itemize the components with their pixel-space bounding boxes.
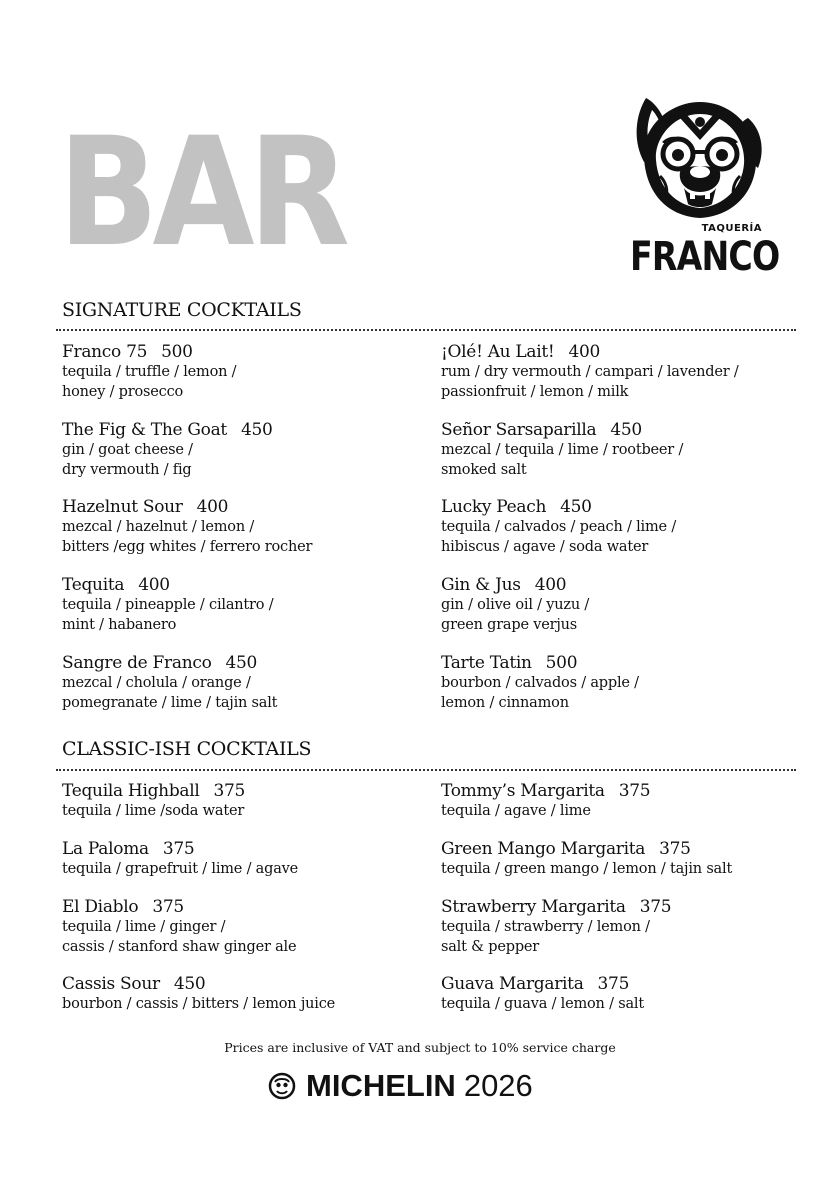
item-ingredients: gin / goat cheese / xyxy=(62,442,193,458)
item-ingredients: bourbon / calvados / apple / xyxy=(441,675,639,691)
item-price: 400 xyxy=(138,575,170,595)
section-divider xyxy=(56,769,796,771)
item-ingredients: smoked salt xyxy=(441,462,527,478)
item-price: 450 xyxy=(240,420,273,440)
menu-item xyxy=(62,342,422,402)
item-ingredients: rum / dry vermouth / campari / lavender / xyxy=(441,364,739,380)
item-price: 375 xyxy=(639,897,672,917)
menu-item xyxy=(62,897,422,957)
item-name: Tarte Tatin xyxy=(441,653,532,673)
item-price: 375 xyxy=(597,974,630,994)
item-ingredients: dry vermouth / fig xyxy=(62,462,192,478)
menu-item xyxy=(441,974,801,1014)
menu-item xyxy=(62,575,422,635)
michelin-wordmark: MICHELIN xyxy=(306,1068,456,1103)
logo-subtitle: TAQUERÍA xyxy=(701,223,762,234)
item-price: 375 xyxy=(152,897,184,917)
item-name: La Paloma xyxy=(62,839,149,859)
item-ingredients: tequila / green mango / lemon / tajin salt xyxy=(441,861,733,877)
item-ingredients: mint / habanero xyxy=(62,617,177,633)
item-name: Tommy’s Margarita xyxy=(441,781,605,801)
item-price: 450 xyxy=(560,497,592,517)
item-ingredients: gin / olive oil / yuzu / xyxy=(441,597,590,613)
logo-wordmark: FRANCO xyxy=(630,234,780,280)
menu-item xyxy=(441,653,801,713)
item-ingredients: passionfruit / lemon / milk xyxy=(441,384,629,400)
menu-item xyxy=(441,342,801,402)
menu-item xyxy=(62,653,422,713)
item-ingredients: tequila / lime / ginger / xyxy=(62,919,226,935)
item-ingredients: lemon / cinnamon xyxy=(441,695,569,711)
item-ingredients: tequila / grapefruit / lime / agave xyxy=(62,861,299,877)
item-ingredients: tequila / guava / lemon / salt xyxy=(441,996,644,1012)
item-ingredients: tequila / strawberry / lemon / xyxy=(441,919,650,935)
item-name: El Diablo xyxy=(62,897,139,917)
item-ingredients: mezcal / tequila / lime / rootbeer / xyxy=(441,442,684,458)
michelin-year: 2026 xyxy=(463,1068,533,1103)
item-price: 500 xyxy=(545,653,578,673)
michelin-bibendum-icon xyxy=(268,1072,296,1100)
item-name: Lucky Peach xyxy=(441,497,547,517)
menu-item xyxy=(441,839,801,879)
item-ingredients: bitters /egg whites / ferrero rocher xyxy=(62,539,313,555)
item-name: Tequita xyxy=(62,575,125,595)
item-ingredients: tequila / pineapple / cilantro / xyxy=(62,597,274,613)
item-price: 375 xyxy=(659,839,691,859)
item-price: 375 xyxy=(162,839,195,859)
item-name: Guava Margarita xyxy=(441,974,584,994)
item-name: Strawberry Margarita xyxy=(441,897,626,917)
bulldog-icon xyxy=(622,92,772,227)
menu-item xyxy=(441,420,801,480)
michelin-badge xyxy=(268,1066,533,1106)
item-ingredients: pomegranate / lime / tajin salt xyxy=(62,695,278,711)
item-ingredients: green grape verjus xyxy=(441,617,578,633)
item-price: 375 xyxy=(618,781,651,801)
item-price: 375 xyxy=(213,781,246,801)
section-title-signature: SIGNATURE COCKTAILS xyxy=(62,299,302,321)
item-price: 450 xyxy=(173,974,206,994)
menu-item xyxy=(62,420,422,480)
item-name: Green Mango Margarita xyxy=(441,839,646,859)
menu-item xyxy=(441,781,801,821)
item-ingredients: salt & pepper xyxy=(441,939,540,955)
section-title-classic: CLASSIC-ISH COCKTAILS xyxy=(62,738,312,760)
item-name: Gin & Jus xyxy=(441,575,521,595)
item-name: Tequila Highball xyxy=(62,781,200,801)
item-name: Sangre de Franco xyxy=(62,653,212,673)
item-price: 400 xyxy=(534,575,567,595)
item-ingredients: mezcal / cholula / orange / xyxy=(62,675,251,691)
section-divider xyxy=(56,329,796,331)
item-price: 400 xyxy=(568,342,601,362)
item-ingredients: hibiscus / agave / soda water xyxy=(441,539,649,555)
item-name: Cassis Sour xyxy=(62,974,160,994)
menu-item xyxy=(62,974,422,1014)
franco-logo xyxy=(622,92,780,282)
item-ingredients: tequila / agave / lime xyxy=(441,803,591,819)
menu-item xyxy=(62,781,422,821)
item-name: Franco 75 xyxy=(62,342,148,362)
item-ingredients: honey / prosecco xyxy=(62,384,184,400)
item-name: The Fig & The Goat xyxy=(62,420,227,440)
item-price: 450 xyxy=(225,653,258,673)
item-price: 500 xyxy=(161,342,193,362)
item-price: 400 xyxy=(196,497,229,517)
item-ingredients: tequila / lime /soda water xyxy=(62,803,245,819)
item-name: Hazelnut Sour xyxy=(62,497,183,517)
page-title: BAR xyxy=(58,106,344,280)
menu-item xyxy=(441,575,801,635)
price-disclaimer: Prices are inclusive of VAT and subject to 10% service charge xyxy=(224,1040,616,1055)
menu-item xyxy=(441,897,801,957)
menu-item xyxy=(62,839,422,879)
menu-item xyxy=(62,497,422,557)
item-name: ¡Olé! Au Lait! xyxy=(441,342,555,362)
item-ingredients: cassis / stanford shaw ginger ale xyxy=(62,939,297,955)
item-ingredients: mezcal / hazelnut / lemon / xyxy=(62,519,255,535)
item-name: Señor Sarsaparilla xyxy=(441,420,597,440)
item-ingredients: bourbon / cassis / bitters / lemon juice xyxy=(62,996,336,1012)
item-price: 450 xyxy=(610,420,642,440)
item-ingredients: tequila / calvados / peach / lime / xyxy=(441,519,677,535)
item-ingredients: tequila / truffle / lemon / xyxy=(62,364,237,380)
menu-item xyxy=(441,497,801,557)
